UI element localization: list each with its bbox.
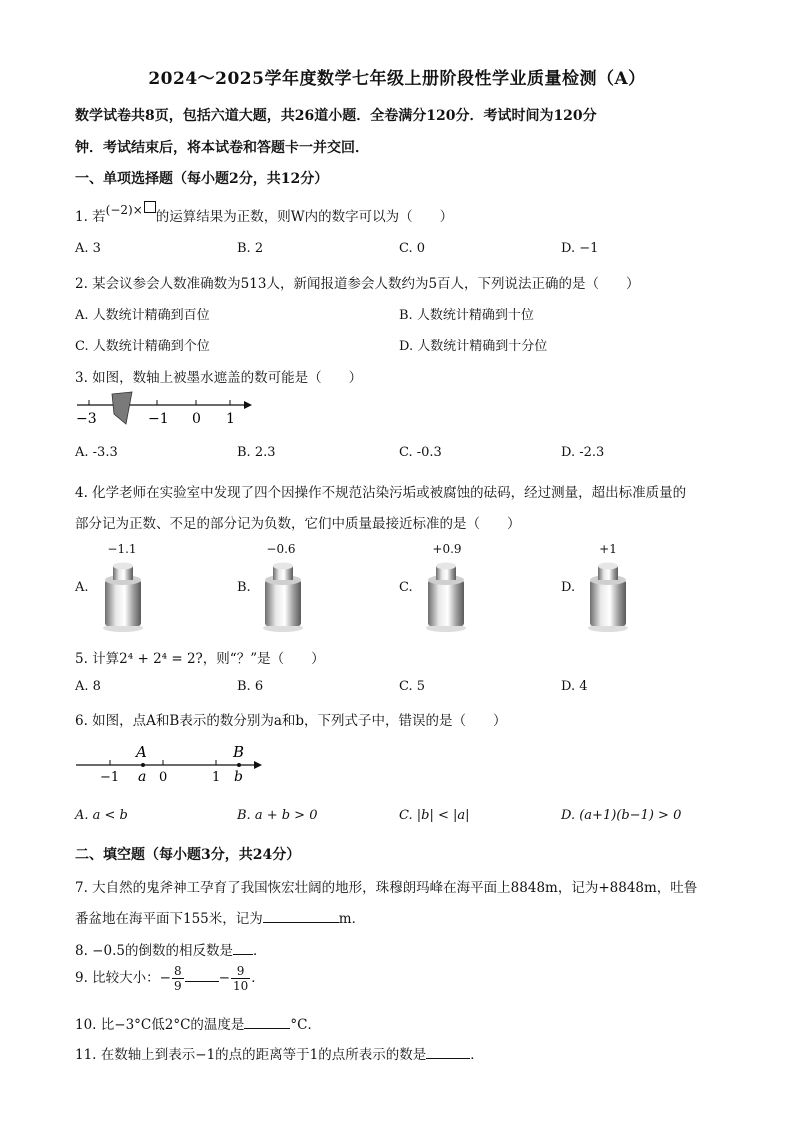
- q5-option-c: C. 5: [399, 679, 426, 694]
- question-7-line-2: [75, 907, 365, 927]
- q9-answer-blank[interactable]: [185, 967, 219, 982]
- q6-tick-label: 0: [159, 770, 168, 785]
- weight-a-label: −1.1: [107, 542, 137, 556]
- q3-option-b: B. 2.3: [237, 445, 276, 460]
- q5-option-b: B. 6: [237, 679, 264, 694]
- q6-tick-label: −1: [100, 770, 120, 785]
- q7-suffix: m．: [338, 911, 366, 927]
- q9-fraction-2: [231, 964, 250, 993]
- weight-b-label: −0.6: [266, 542, 296, 556]
- q5-option-d: D. 4: [561, 679, 588, 694]
- weight-d-icon: [585, 558, 631, 634]
- question-1: [75, 205, 453, 225]
- q11-suffix: ．: [470, 1047, 484, 1063]
- q6-option-b: B. a + b > 0: [237, 808, 318, 823]
- q10-prefix: 10. 比−3°C低2°C的温度是: [75, 1017, 245, 1033]
- q6-option-d: D. (a+1)(b−1) > 0: [561, 808, 682, 823]
- question-5: [75, 647, 325, 667]
- question-4-line-1: 4. 化学老师在实验室中发现了四个因操作不规范沾染污垢或被腐蚀的砝码，经过测量，超出标准质量的: [75, 485, 687, 501]
- q1-prefix: 1. 若: [75, 209, 106, 225]
- intro-line-2: 钟．考试结束后，将本试卷和答题卡一并交回．: [75, 140, 369, 156]
- question-2: 2. 某会议参会人数准确数为513人，新闻报道参会人数约为5百人，下列说法正确的是（ ）: [75, 276, 640, 292]
- question-4-line-2: 部分记为正数、不足的部分记为负数，它们中质量最接近标准的是（ ）: [75, 516, 521, 532]
- q9-fraction-1: [172, 964, 184, 993]
- question-9: [75, 964, 265, 993]
- point-a-dot: [141, 763, 145, 767]
- question-7-line-1: 7. 大自然的鬼斧神工孕育了我国恢宏壮阔的地形，珠穆朗玛峰在海平面上8848m，记为+8848m，吐鲁: [75, 880, 698, 896]
- q7-prefix: 番盆地在海平面下155米，记为: [75, 911, 263, 927]
- point-b-label: B: [233, 743, 245, 761]
- q3-tick-label: 0: [192, 411, 201, 427]
- q3-axis-arrow-icon: [244, 401, 252, 409]
- q10-suffix: °C．: [290, 1017, 322, 1033]
- q9-frac1-den: 9: [173, 979, 182, 993]
- question-3: 3. 如图，数轴上被墨水遮盖的数可能是（ ）: [75, 370, 363, 386]
- weight-d-letter: D.: [561, 580, 576, 595]
- q6-option-a: A. a < b: [75, 808, 128, 823]
- q8-suffix: ．: [252, 943, 267, 959]
- q1-option-d: D. −1: [561, 241, 599, 256]
- q1-suffix: 的运算结果为正数，则W内的数字可以为（ ）: [155, 209, 454, 225]
- q1-expression-text: (−2)×: [105, 203, 143, 217]
- weight-c-letter: C.: [399, 580, 413, 595]
- q8-prefix: 8. −0.5的倒数的相反数是: [75, 943, 233, 959]
- q2-option-d: D. 人数统计精确到十分位: [399, 339, 548, 354]
- q7-answer-blank[interactable]: [263, 908, 339, 923]
- ink-blot-icon: [112, 392, 132, 424]
- blank-box-icon: [144, 201, 156, 213]
- q6-axis-arrow-icon: [254, 761, 262, 769]
- q9-prefix: 9. 比较大小：−: [75, 970, 171, 986]
- q2-option-c: C. 人数统计精确到个位: [75, 339, 210, 354]
- q1-option-a: A. 3: [75, 241, 101, 256]
- q9-minus: −: [218, 970, 230, 986]
- q3-tick-label: −1: [148, 411, 169, 427]
- question-10: [75, 1013, 321, 1033]
- q9-suffix: ．: [251, 970, 265, 986]
- question-8: [75, 939, 266, 959]
- q6-number-line: [72, 740, 272, 786]
- q5-suffix: ，则“？”是（ ）: [202, 651, 325, 667]
- intro-line-1: 数学试卷共8页，包括六道大题，共26道小题．全卷满分120分．考试时间为120分: [75, 108, 597, 124]
- q3-option-d: D. -2.3: [561, 445, 605, 460]
- q6-option-c: C. |b| < |a|: [399, 808, 470, 823]
- q9-frac2-num: 9: [231, 964, 250, 979]
- point-b-dot: [237, 763, 241, 767]
- point-a-label: A: [136, 743, 147, 761]
- section-heading-1: 一、单项选择题（每小题2分，共12分）: [75, 171, 329, 187]
- weight-b-letter: B.: [237, 580, 251, 595]
- q5-option-a: A. 8: [75, 679, 101, 694]
- weight-d-label: +1: [599, 542, 617, 556]
- q6-var-b: b: [234, 769, 243, 785]
- page-title: 2024～2025学年度数学七年级上册阶段性学业质量检测（A）: [148, 69, 646, 89]
- q5-prefix: 5. 计算: [75, 651, 120, 667]
- q1-option-b: B. 2: [237, 241, 264, 256]
- section-heading-2: 二、填空题（每小题3分，共24分）: [75, 847, 301, 863]
- q3-option-a: A. -3.3: [75, 445, 118, 460]
- q9-frac1-num: 8: [173, 964, 182, 978]
- q2-option-b: B. 人数统计精确到十位: [399, 308, 534, 323]
- q10-answer-blank[interactable]: [244, 1014, 290, 1029]
- weight-a-icon: [100, 558, 146, 634]
- q8-answer-blank[interactable]: [233, 940, 253, 955]
- weight-a-letter: A.: [75, 580, 89, 595]
- q1-option-c: C. 0: [399, 241, 426, 256]
- q6-tick-label: 1: [212, 770, 221, 785]
- weight-b-icon: [260, 558, 306, 634]
- question-11: [75, 1043, 484, 1063]
- q11-prefix: 11. 在数轴上到表示−1的点的距离等于1的点所表示的数是: [75, 1047, 427, 1063]
- q3-option-c: C. -0.3: [399, 445, 442, 460]
- weight-c-label: +0.9: [432, 542, 462, 556]
- question-6: 6. 如图，点A和B表示的数分别为a和b，下列式子中，错误的是（ ）: [75, 713, 507, 729]
- q2-option-a: A. 人数统计精确到百位: [75, 308, 210, 323]
- q3-tick-label: 1: [226, 411, 235, 427]
- q5-expression: 2⁴ + 2⁴ = 2?: [119, 651, 203, 667]
- weight-c-icon: [423, 558, 469, 634]
- q6-var-a: a: [138, 769, 147, 785]
- q3-tick-label: −3: [76, 411, 97, 427]
- q1-expression: [106, 203, 156, 217]
- q9-frac2-den: 10: [232, 979, 249, 993]
- q11-answer-blank[interactable]: [426, 1044, 470, 1059]
- q3-number-line: [72, 388, 257, 428]
